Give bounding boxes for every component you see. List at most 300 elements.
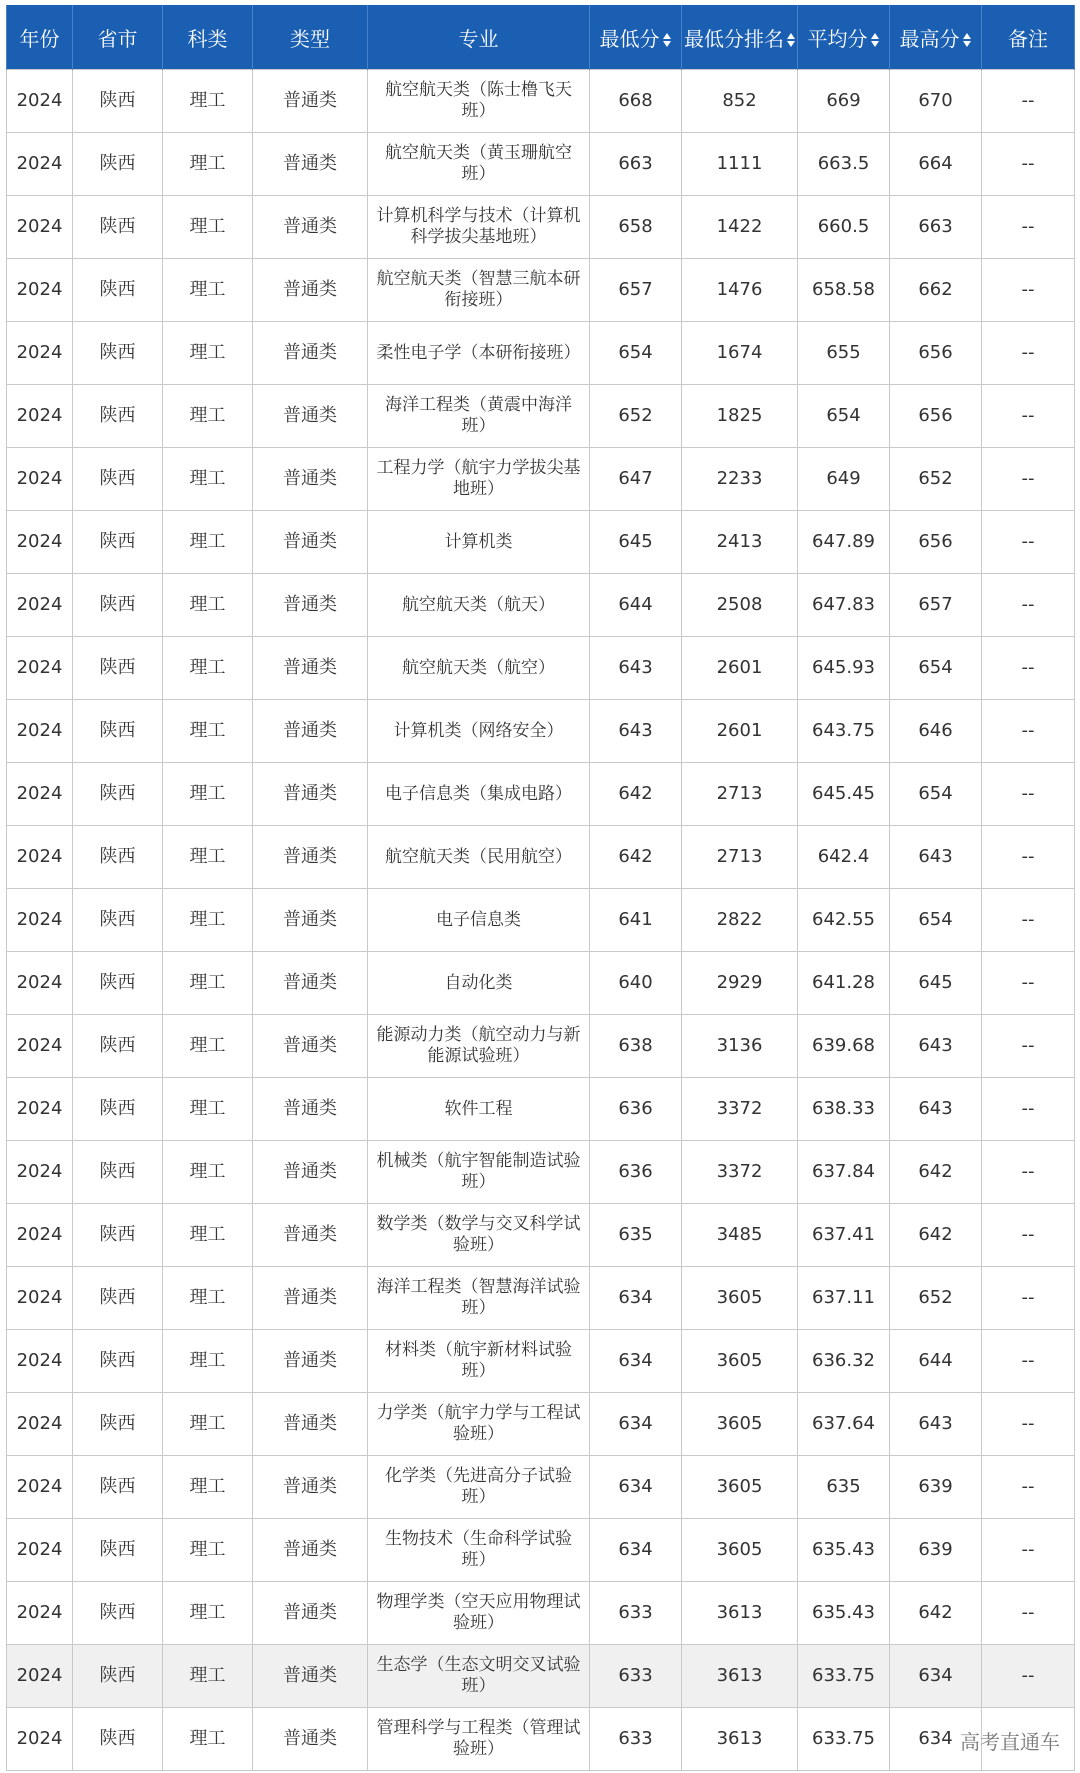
cell-province: 陕西 (73, 133, 163, 196)
cell-type: 普通类 (253, 574, 368, 637)
cell-category: 理工 (163, 385, 253, 448)
cell-major: 机械类（航宇智能制造试验班） (368, 1141, 590, 1204)
admission-score-table-container (6, 5, 1074, 1771)
cell-province: 陕西 (73, 700, 163, 763)
table-row (7, 637, 1075, 700)
cell-min-rank: 1674 (682, 322, 798, 385)
sort-icon[interactable] (963, 32, 972, 48)
header-min-score-sortable[interactable] (590, 5, 682, 70)
cell-year: 2024 (7, 952, 73, 1015)
cell-min-score: 636 (590, 1141, 682, 1204)
cell-category: 理工 (163, 826, 253, 889)
cell-category: 理工 (163, 511, 253, 574)
cell-province: 陕西 (73, 196, 163, 259)
cell-min-score: 647 (590, 448, 682, 511)
table-row (7, 1330, 1075, 1393)
cell-min-rank: 2822 (682, 889, 798, 952)
cell-min-rank: 2601 (682, 637, 798, 700)
cell-note: -- (982, 889, 1075, 952)
cell-min-rank: 3605 (682, 1267, 798, 1330)
watermark-text: 高考直通车 (960, 1730, 1060, 1754)
cell-note: -- (982, 763, 1075, 826)
cell-province: 陕西 (73, 637, 163, 700)
cell-max-score: 642 (890, 1141, 982, 1204)
sort-icon[interactable] (787, 32, 796, 48)
cell-min-score: 658 (590, 196, 682, 259)
header-province (73, 5, 163, 70)
table-body (7, 70, 1075, 1771)
cell-major: 电子信息类（集成电路） (368, 763, 590, 826)
cell-min-score: 634 (590, 1456, 682, 1519)
cell-min-score: 654 (590, 322, 682, 385)
cell-max-score: 663 (890, 196, 982, 259)
cell-province: 陕西 (73, 826, 163, 889)
cell-type: 普通类 (253, 70, 368, 133)
cell-type: 普通类 (253, 1204, 368, 1267)
cell-avg-score: 639.68 (798, 1015, 890, 1078)
cell-avg-score: 645.45 (798, 763, 890, 826)
cell-note: -- (982, 259, 1075, 322)
cell-year: 2024 (7, 1267, 73, 1330)
cell-major: 海洋工程类（黄震中海洋班） (368, 385, 590, 448)
cell-avg-score: 654 (798, 385, 890, 448)
cell-type: 普通类 (253, 700, 368, 763)
header-avg-score-sortable[interactable] (798, 5, 890, 70)
cell-major: 计算机科学与技术（计算机科学拔尖基地班） (368, 196, 590, 259)
cell-max-score: 643 (890, 1078, 982, 1141)
cell-min-score: 642 (590, 763, 682, 826)
sort-icon[interactable] (663, 32, 672, 48)
cell-avg-score: 660.5 (798, 196, 890, 259)
cell-avg-score: 633.75 (798, 1645, 890, 1708)
cell-year: 2024 (7, 1204, 73, 1267)
cell-category: 理工 (163, 133, 253, 196)
cell-max-score: 639 (890, 1456, 982, 1519)
header-note-label: 备注 (1008, 26, 1048, 51)
cell-min-rank: 1111 (682, 133, 798, 196)
sort-icon[interactable] (871, 32, 880, 48)
cell-avg-score: 637.41 (798, 1204, 890, 1267)
cell-category: 理工 (163, 1456, 253, 1519)
cell-note: -- (982, 826, 1075, 889)
cell-province: 陕西 (73, 1015, 163, 1078)
cell-note: -- (982, 133, 1075, 196)
table-row (7, 1267, 1075, 1330)
cell-max-score: 634 (890, 1645, 982, 1708)
cell-type: 普通类 (253, 448, 368, 511)
cell-avg-score: 645.93 (798, 637, 890, 700)
cell-type: 普通类 (253, 1393, 368, 1456)
table-header-row (7, 5, 1075, 70)
cell-avg-score: 637.11 (798, 1267, 890, 1330)
cell-category: 理工 (163, 322, 253, 385)
table-row (7, 1141, 1075, 1204)
cell-min-rank: 3372 (682, 1141, 798, 1204)
header-note (982, 5, 1075, 70)
table-row (7, 574, 1075, 637)
cell-type: 普通类 (253, 259, 368, 322)
cell-category: 理工 (163, 1582, 253, 1645)
cell-type: 普通类 (253, 1708, 368, 1771)
cell-province: 陕西 (73, 448, 163, 511)
cell-avg-score: 633.75 (798, 1708, 890, 1771)
cell-min-rank: 3605 (682, 1456, 798, 1519)
cell-avg-score: 642.55 (798, 889, 890, 952)
cell-max-score: 634 (890, 1708, 982, 1771)
cell-province: 陕西 (73, 763, 163, 826)
table-row (7, 952, 1075, 1015)
table-row (7, 322, 1075, 385)
cell-max-score: 656 (890, 511, 982, 574)
cell-year: 2024 (7, 448, 73, 511)
cell-category: 理工 (163, 1015, 253, 1078)
cell-type: 普通类 (253, 1645, 368, 1708)
table-row (7, 1393, 1075, 1456)
cell-avg-score: 647.83 (798, 574, 890, 637)
cell-major: 数学类（数学与交叉科学试验班） (368, 1204, 590, 1267)
cell-avg-score: 641.28 (798, 952, 890, 1015)
cell-note: -- (982, 700, 1075, 763)
cell-avg-score: 669 (798, 70, 890, 133)
cell-type: 普通类 (253, 763, 368, 826)
cell-min-rank: 2929 (682, 952, 798, 1015)
cell-major: 生态学（生态文明交叉试验班） (368, 1645, 590, 1708)
cell-category: 理工 (163, 1519, 253, 1582)
header-min-rank-label: 最低分排名 (684, 26, 784, 51)
table-row (7, 889, 1075, 952)
cell-min-score: 643 (590, 637, 682, 700)
table-row (7, 1582, 1075, 1645)
cell-year: 2024 (7, 1393, 73, 1456)
cell-min-score: 644 (590, 574, 682, 637)
cell-category: 理工 (163, 574, 253, 637)
cell-province: 陕西 (73, 1645, 163, 1708)
cell-note: -- (982, 1456, 1075, 1519)
cell-type: 普通类 (253, 1456, 368, 1519)
cell-province: 陕西 (73, 1708, 163, 1771)
header-major-label: 专业 (458, 26, 499, 51)
cell-avg-score: 649 (798, 448, 890, 511)
cell-category: 理工 (163, 448, 253, 511)
cell-max-score: 643 (890, 1393, 982, 1456)
cell-max-score: 652 (890, 1267, 982, 1330)
cell-major: 航空航天类（航空） (368, 637, 590, 700)
cell-category: 理工 (163, 1708, 253, 1771)
cell-max-score: 646 (890, 700, 982, 763)
cell-year: 2024 (7, 700, 73, 763)
cell-province: 陕西 (73, 70, 163, 133)
cell-min-score: 657 (590, 259, 682, 322)
cell-note: -- (982, 1267, 1075, 1330)
cell-year: 2024 (7, 1141, 73, 1204)
header-type-label: 类型 (290, 26, 330, 51)
cell-max-score: 654 (890, 763, 982, 826)
cell-max-score: 656 (890, 322, 982, 385)
cell-year: 2024 (7, 763, 73, 826)
table-row (7, 511, 1075, 574)
cell-min-rank: 1476 (682, 259, 798, 322)
table-row (7, 1015, 1075, 1078)
table-row (7, 448, 1075, 511)
cell-avg-score: 658.58 (798, 259, 890, 322)
cell-min-rank: 3372 (682, 1078, 798, 1141)
cell-type: 普通类 (253, 1141, 368, 1204)
cell-min-rank: 3136 (682, 1015, 798, 1078)
cell-type: 普通类 (253, 385, 368, 448)
cell-major: 化学类（先进高分子试验班） (368, 1456, 590, 1519)
cell-year: 2024 (7, 826, 73, 889)
cell-avg-score: 635.43 (798, 1519, 890, 1582)
cell-category: 理工 (163, 1267, 253, 1330)
cell-category: 理工 (163, 637, 253, 700)
cell-min-score: 641 (590, 889, 682, 952)
cell-min-rank: 3605 (682, 1393, 798, 1456)
header-min-rank-sortable[interactable] (682, 5, 798, 70)
table-row (7, 1708, 1075, 1771)
cell-major: 材料类（航宇新材料试验班） (368, 1330, 590, 1393)
cell-type: 普通类 (253, 322, 368, 385)
cell-max-score: 652 (890, 448, 982, 511)
cell-note: -- (982, 1015, 1075, 1078)
cell-major: 计算机类（网络安全） (368, 700, 590, 763)
cell-province: 陕西 (73, 385, 163, 448)
cell-min-score: 643 (590, 700, 682, 763)
cell-max-score: 643 (890, 1015, 982, 1078)
cell-type: 普通类 (253, 1015, 368, 1078)
header-major (368, 5, 590, 70)
header-avg-score-label: 平均分 (807, 26, 868, 51)
table-row (7, 1078, 1075, 1141)
cell-min-rank: 1825 (682, 385, 798, 448)
cell-avg-score: 637.64 (798, 1393, 890, 1456)
cell-note: -- (982, 1582, 1075, 1645)
cell-note: -- (982, 1393, 1075, 1456)
cell-province: 陕西 (73, 1330, 163, 1393)
cell-min-score: 633 (590, 1582, 682, 1645)
cell-note: -- (982, 1645, 1075, 1708)
cell-max-score: 642 (890, 1204, 982, 1267)
cell-category: 理工 (163, 1078, 253, 1141)
cell-category: 理工 (163, 889, 253, 952)
cell-type: 普通类 (253, 1519, 368, 1582)
cell-major: 柔性电子学（本研衔接班） (368, 322, 590, 385)
cell-avg-score: 638.33 (798, 1078, 890, 1141)
cell-category: 理工 (163, 259, 253, 322)
cell-province: 陕西 (73, 322, 163, 385)
header-year (7, 5, 73, 70)
cell-note: -- (982, 385, 1075, 448)
cell-min-score: 634 (590, 1519, 682, 1582)
table-row (7, 385, 1075, 448)
cell-province: 陕西 (73, 511, 163, 574)
cell-avg-score: 636.32 (798, 1330, 890, 1393)
cell-avg-score: 637.84 (798, 1141, 890, 1204)
cell-min-score: 640 (590, 952, 682, 1015)
cell-year: 2024 (7, 1645, 73, 1708)
cell-note: -- (982, 1519, 1075, 1582)
table-row (7, 1519, 1075, 1582)
cell-major: 航空航天类（航天） (368, 574, 590, 637)
cell-year: 2024 (7, 637, 73, 700)
cell-major: 电子信息类 (368, 889, 590, 952)
cell-major: 能源动力类（航空动力与新能源试验班） (368, 1015, 590, 1078)
cell-note: -- (982, 1141, 1075, 1204)
cell-year: 2024 (7, 259, 73, 322)
cell-major: 计算机类 (368, 511, 590, 574)
cell-min-score: 634 (590, 1267, 682, 1330)
cell-max-score: 642 (890, 1582, 982, 1645)
cell-category: 理工 (163, 700, 253, 763)
cell-type: 普通类 (253, 889, 368, 952)
cell-year: 2024 (7, 1519, 73, 1582)
cell-note: -- (982, 196, 1075, 259)
cell-avg-score: 655 (798, 322, 890, 385)
cell-major: 工程力学（航宇力学拔尖基地班） (368, 448, 590, 511)
table-row (7, 826, 1075, 889)
cell-year: 2024 (7, 1456, 73, 1519)
table-row (7, 259, 1075, 322)
cell-type: 普通类 (253, 1330, 368, 1393)
cell-min-score: 638 (590, 1015, 682, 1078)
cell-year: 2024 (7, 1078, 73, 1141)
cell-type: 普通类 (253, 1582, 368, 1645)
cell-major: 航空航天类（黄玉珊航空班） (368, 133, 590, 196)
cell-year: 2024 (7, 1330, 73, 1393)
cell-note: -- (982, 322, 1075, 385)
cell-min-score: 634 (590, 1393, 682, 1456)
cell-category: 理工 (163, 763, 253, 826)
cell-note: -- (982, 448, 1075, 511)
cell-min-score: 645 (590, 511, 682, 574)
cell-year: 2024 (7, 133, 73, 196)
table-row (7, 1645, 1075, 1708)
header-year-label: 年份 (19, 26, 60, 51)
cell-min-rank: 2713 (682, 826, 798, 889)
cell-year: 2024 (7, 1015, 73, 1078)
cell-major: 软件工程 (368, 1078, 590, 1141)
cell-note: -- (982, 637, 1075, 700)
header-category-label: 科类 (187, 26, 228, 51)
cell-year: 2024 (7, 574, 73, 637)
cell-max-score: 654 (890, 637, 982, 700)
cell-category: 理工 (163, 1645, 253, 1708)
cell-max-score: 664 (890, 133, 982, 196)
cell-type: 普通类 (253, 133, 368, 196)
cell-max-score: 639 (890, 1519, 982, 1582)
cell-max-score: 644 (890, 1330, 982, 1393)
cell-min-rank: 1422 (682, 196, 798, 259)
cell-province: 陕西 (73, 259, 163, 322)
cell-province: 陕西 (73, 574, 163, 637)
cell-year: 2024 (7, 889, 73, 952)
cell-province: 陕西 (73, 1141, 163, 1204)
cell-max-score: 670 (890, 70, 982, 133)
header-min-score-label: 最低分 (599, 26, 660, 51)
cell-province: 陕西 (73, 1078, 163, 1141)
cell-note: -- (982, 511, 1075, 574)
cell-year: 2024 (7, 385, 73, 448)
cell-province: 陕西 (73, 1519, 163, 1582)
cell-type: 普通类 (253, 826, 368, 889)
cell-category: 理工 (163, 1330, 253, 1393)
cell-avg-score: 635.43 (798, 1582, 890, 1645)
cell-province: 陕西 (73, 952, 163, 1015)
cell-year: 2024 (7, 196, 73, 259)
cell-max-score: 654 (890, 889, 982, 952)
cell-avg-score: 642.4 (798, 826, 890, 889)
cell-min-score: 633 (590, 1645, 682, 1708)
cell-max-score: 643 (890, 826, 982, 889)
header-max-score-sortable[interactable] (890, 5, 982, 70)
cell-min-rank: 3613 (682, 1645, 798, 1708)
cell-avg-score: 647.89 (798, 511, 890, 574)
table-row (7, 133, 1075, 196)
cell-avg-score: 635 (798, 1456, 890, 1519)
cell-category: 理工 (163, 952, 253, 1015)
cell-min-score: 636 (590, 1078, 682, 1141)
cell-avg-score: 643.75 (798, 700, 890, 763)
cell-min-rank: 3613 (682, 1582, 798, 1645)
cell-min-rank: 2233 (682, 448, 798, 511)
cell-max-score: 645 (890, 952, 982, 1015)
cell-note: -- (982, 70, 1075, 133)
cell-min-rank: 3613 (682, 1708, 798, 1771)
cell-type: 普通类 (253, 1078, 368, 1141)
header-province-label: 省市 (97, 26, 138, 51)
cell-note: -- (982, 574, 1075, 637)
cell-major: 航空航天类（陈士橹飞天班） (368, 70, 590, 133)
cell-category: 理工 (163, 1141, 253, 1204)
cell-type: 普通类 (253, 196, 368, 259)
cell-year: 2024 (7, 322, 73, 385)
cell-min-rank: 852 (682, 70, 798, 133)
cell-year: 2024 (7, 511, 73, 574)
cell-year: 2024 (7, 1582, 73, 1645)
cell-category: 理工 (163, 1204, 253, 1267)
cell-major: 力学类（航宇力学与工程试验班） (368, 1393, 590, 1456)
header-type (253, 5, 368, 70)
cell-avg-score: 663.5 (798, 133, 890, 196)
cell-province: 陕西 (73, 1582, 163, 1645)
cell-type: 普通类 (253, 511, 368, 574)
cell-max-score: 662 (890, 259, 982, 322)
cell-category: 理工 (163, 1393, 253, 1456)
cell-province: 陕西 (73, 1393, 163, 1456)
cell-min-rank: 2413 (682, 511, 798, 574)
cell-min-rank: 3485 (682, 1204, 798, 1267)
cell-min-rank: 2508 (682, 574, 798, 637)
admission-score-table (6, 5, 1075, 1771)
table-row (7, 763, 1075, 826)
table-row (7, 70, 1075, 133)
cell-min-score: 633 (590, 1708, 682, 1771)
cell-major: 生物技术（生命科学试验班） (368, 1519, 590, 1582)
table-row (7, 1204, 1075, 1267)
cell-province: 陕西 (73, 889, 163, 952)
cell-min-score: 642 (590, 826, 682, 889)
cell-min-rank: 2713 (682, 763, 798, 826)
cell-note: -- (982, 952, 1075, 1015)
cell-major: 管理科学与工程类（管理试验班） (368, 1708, 590, 1771)
cell-min-score: 652 (590, 385, 682, 448)
cell-min-score: 663 (590, 133, 682, 196)
cell-major: 物理学类（空天应用物理试验班） (368, 1582, 590, 1645)
cell-min-score: 635 (590, 1204, 682, 1267)
cell-major: 航空航天类（民用航空） (368, 826, 590, 889)
header-max-score-label: 最高分 (899, 26, 960, 51)
table-row (7, 700, 1075, 763)
cell-type: 普通类 (253, 1267, 368, 1330)
